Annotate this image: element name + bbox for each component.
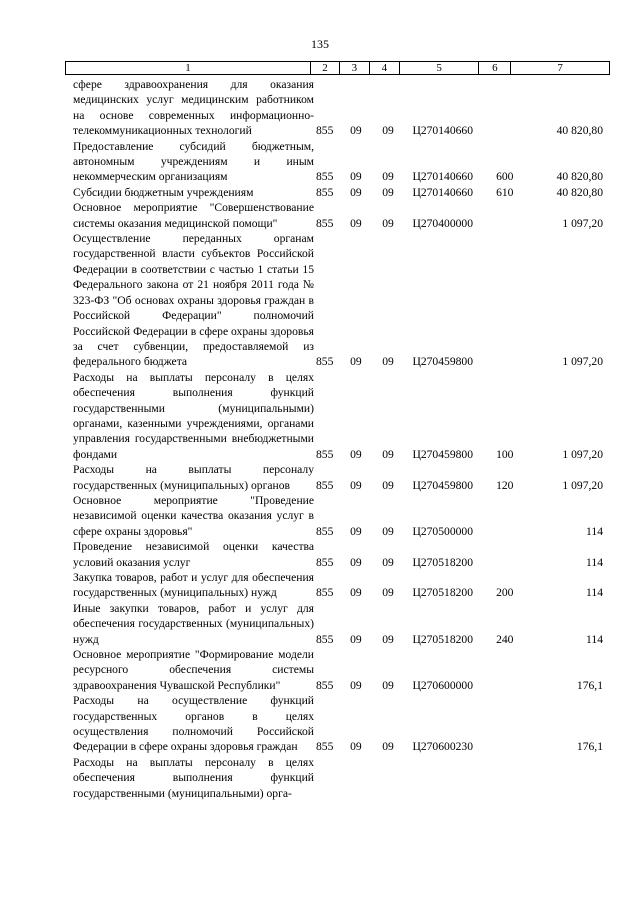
row-code-pr: 09 xyxy=(382,678,394,692)
table-row xyxy=(73,493,603,539)
row-sum: 1 097,20 xyxy=(562,447,603,461)
row-code-gr: 855 xyxy=(316,632,334,646)
row-code-gr: 855 xyxy=(316,216,334,230)
row-sum: 40 820,80 xyxy=(556,170,603,184)
row-code-rz: 09 xyxy=(350,185,362,199)
row-code-pr: 09 xyxy=(382,124,394,138)
row-code-gr: 855 xyxy=(316,185,334,199)
row-code-gr: 855 xyxy=(316,586,334,600)
header-col-1: 1 xyxy=(185,62,191,74)
table-row xyxy=(73,139,603,185)
row-sum: 114 xyxy=(586,555,603,569)
row-code-gr: 855 xyxy=(316,124,334,138)
table-row xyxy=(73,231,603,370)
row-code-rz: 09 xyxy=(350,555,362,569)
row-sum: 40 820,80 xyxy=(556,185,603,199)
row-name: Расходы на осуществление функций государственных органов в целях осуществления полномочий Российской Федерации в сфере охраны здоровья граждан xyxy=(73,694,314,754)
row-code-cs: Ц270518200 xyxy=(412,555,474,569)
row-sum: 114 xyxy=(586,524,603,538)
row-code-vr: 120 xyxy=(496,478,514,492)
header-col-7: 7 xyxy=(510,62,609,74)
row-sum: 114 xyxy=(586,586,603,600)
table-row xyxy=(73,755,603,801)
row-code-rz: 09 xyxy=(350,678,362,692)
row-code-pr: 09 xyxy=(382,355,394,369)
row-sum: 1 097,20 xyxy=(562,216,603,230)
row-code-pr: 09 xyxy=(382,555,394,569)
row-code-cs: Ц270518200 xyxy=(412,586,474,600)
row-code-pr: 09 xyxy=(382,185,394,199)
row-code-pr: 09 xyxy=(382,216,394,230)
row-code-rz: 09 xyxy=(350,170,362,184)
table-row xyxy=(73,370,603,462)
row-code-gr: 855 xyxy=(316,478,334,492)
row-name: Основное мероприятие "Проведение независимой оценки качества оказания услуг в сфере охраны здоровья" xyxy=(73,493,314,538)
row-code-gr: 855 xyxy=(316,740,334,754)
row-sum: 176,1 xyxy=(576,740,603,754)
row-code-gr: 855 xyxy=(316,355,334,369)
row-code-cs: Ц270140660 xyxy=(412,170,474,184)
row-code-cs: Ц270459800 xyxy=(412,478,474,492)
row-code-pr: 09 xyxy=(382,447,394,461)
row-name: Осуществление переданных органам государственной власти субъектов Российской Федерации в соответствии с частью 1 статьи 15 Федерального закона от 21 ноября 2011 года № 323-ФЗ "Об основах охраны здоровья граждан в Российской Федерации" полномочий Российской Федерации в сфере охраны здоровья за счет субвенции, предоставляемой из федерального бюджета xyxy=(73,232,314,369)
row-code-rz: 09 xyxy=(350,447,362,461)
table-row xyxy=(73,539,603,570)
row-name: Основное мероприятие "Формирование модели ресурсного обеспечения системы здравоохранения Чувашской Республики" xyxy=(73,648,314,692)
row-name: Иные закупки товаров, работ и услуг для обеспечения государственных (муниципальных) нужд xyxy=(73,601,314,646)
row-code-pr: 09 xyxy=(382,478,394,492)
table-row xyxy=(73,200,603,231)
row-code-rz: 09 xyxy=(350,632,362,646)
row-code-vr: 610 xyxy=(496,185,514,199)
row-code-pr: 09 xyxy=(382,524,394,538)
table-row xyxy=(73,185,603,200)
row-code-gr: 855 xyxy=(316,524,334,538)
row-sum: 114 xyxy=(586,632,603,646)
header-col-3: 3 xyxy=(339,62,369,74)
row-code-cs: Ц270600000 xyxy=(412,678,474,692)
row-sum: 1 097,20 xyxy=(562,355,603,369)
row-name: Предоставление субсидий бюджетным, автономным учреждениям и иным некоммерческим организациям xyxy=(73,139,314,184)
row-code-pr: 09 xyxy=(382,632,394,646)
row-code-gr: 855 xyxy=(316,170,334,184)
row-code-vr: 240 xyxy=(496,632,514,646)
row-code-rz: 09 xyxy=(350,740,362,754)
row-code-rz: 09 xyxy=(350,355,362,369)
header-col-4: 4 xyxy=(369,62,399,74)
row-code-cs: Ц270518200 xyxy=(412,632,474,646)
row-code-cs: Ц270459800 xyxy=(412,355,474,369)
row-sum: 1 097,20 xyxy=(562,478,603,492)
table-row xyxy=(73,77,603,139)
row-code-rz: 09 xyxy=(350,216,362,230)
row-code-cs: Ц270400000 xyxy=(412,216,474,230)
row-name: Расходы на выплаты персоналу в целях обеспечения выполнения функций государственными (муниципальными) органами, казенными учреждениями, органами управления государственными внебюджетными фондами xyxy=(73,370,314,461)
row-name: Расходы на выплаты персоналу государственных (муниципальных) органов xyxy=(73,463,314,492)
row-name: сфере здравоохранения для оказания медицинских услуг медицинским работником на основе современных информационно-телекоммуникационных технологий xyxy=(73,78,314,138)
row-code-gr: 855 xyxy=(316,447,334,461)
row-name: Основное мероприятие "Совершенствование системы оказания медицинской помощи" xyxy=(73,201,314,230)
header-col-5: 5 xyxy=(399,62,479,74)
header-col-2: 2 xyxy=(310,62,339,74)
row-code-rz: 09 xyxy=(350,586,362,600)
table-row xyxy=(73,462,603,493)
row-code-cs: Ц270140660 xyxy=(412,185,474,199)
row-name: Субсидии бюджетным учреждениям xyxy=(73,185,254,199)
page-number: 135 xyxy=(311,37,329,51)
row-code-gr: 855 xyxy=(316,555,334,569)
table-row xyxy=(73,647,603,693)
row-sum: 40 820,80 xyxy=(556,124,603,138)
row-code-rz: 09 xyxy=(350,478,362,492)
table-row xyxy=(73,693,603,755)
row-code-vr: 200 xyxy=(496,586,514,600)
row-name: Проведение независимой оценки качества условий оказания услуг xyxy=(73,540,314,569)
row-name: Закупка товаров, работ и услуг для обеспечения государственных (муниципальных) нужд xyxy=(73,571,314,600)
row-name: Расходы на выплаты персоналу в целях обеспечения выполнения функций государственными (муниципальными) орга- xyxy=(73,755,314,800)
row-code-gr: 855 xyxy=(316,678,334,692)
row-code-rz: 09 xyxy=(350,524,362,538)
table-row xyxy=(73,601,603,647)
row-sum: 176,1 xyxy=(576,678,603,692)
row-code-vr: 600 xyxy=(496,170,514,184)
row-code-cs: Ц270500000 xyxy=(412,524,474,538)
row-code-vr: 100 xyxy=(496,447,514,461)
row-code-pr: 09 xyxy=(382,170,394,184)
header-col-6: 6 xyxy=(478,62,510,74)
row-code-cs: Ц270600230 xyxy=(412,740,474,754)
table-row xyxy=(73,570,603,601)
table-header xyxy=(65,61,610,75)
row-code-cs: Ц270459800 xyxy=(412,447,474,461)
row-code-pr: 09 xyxy=(382,740,394,754)
row-code-rz: 09 xyxy=(350,124,362,138)
row-code-cs: Ц270140660 xyxy=(412,124,474,138)
row-code-pr: 09 xyxy=(382,586,394,600)
table-body xyxy=(73,77,603,801)
